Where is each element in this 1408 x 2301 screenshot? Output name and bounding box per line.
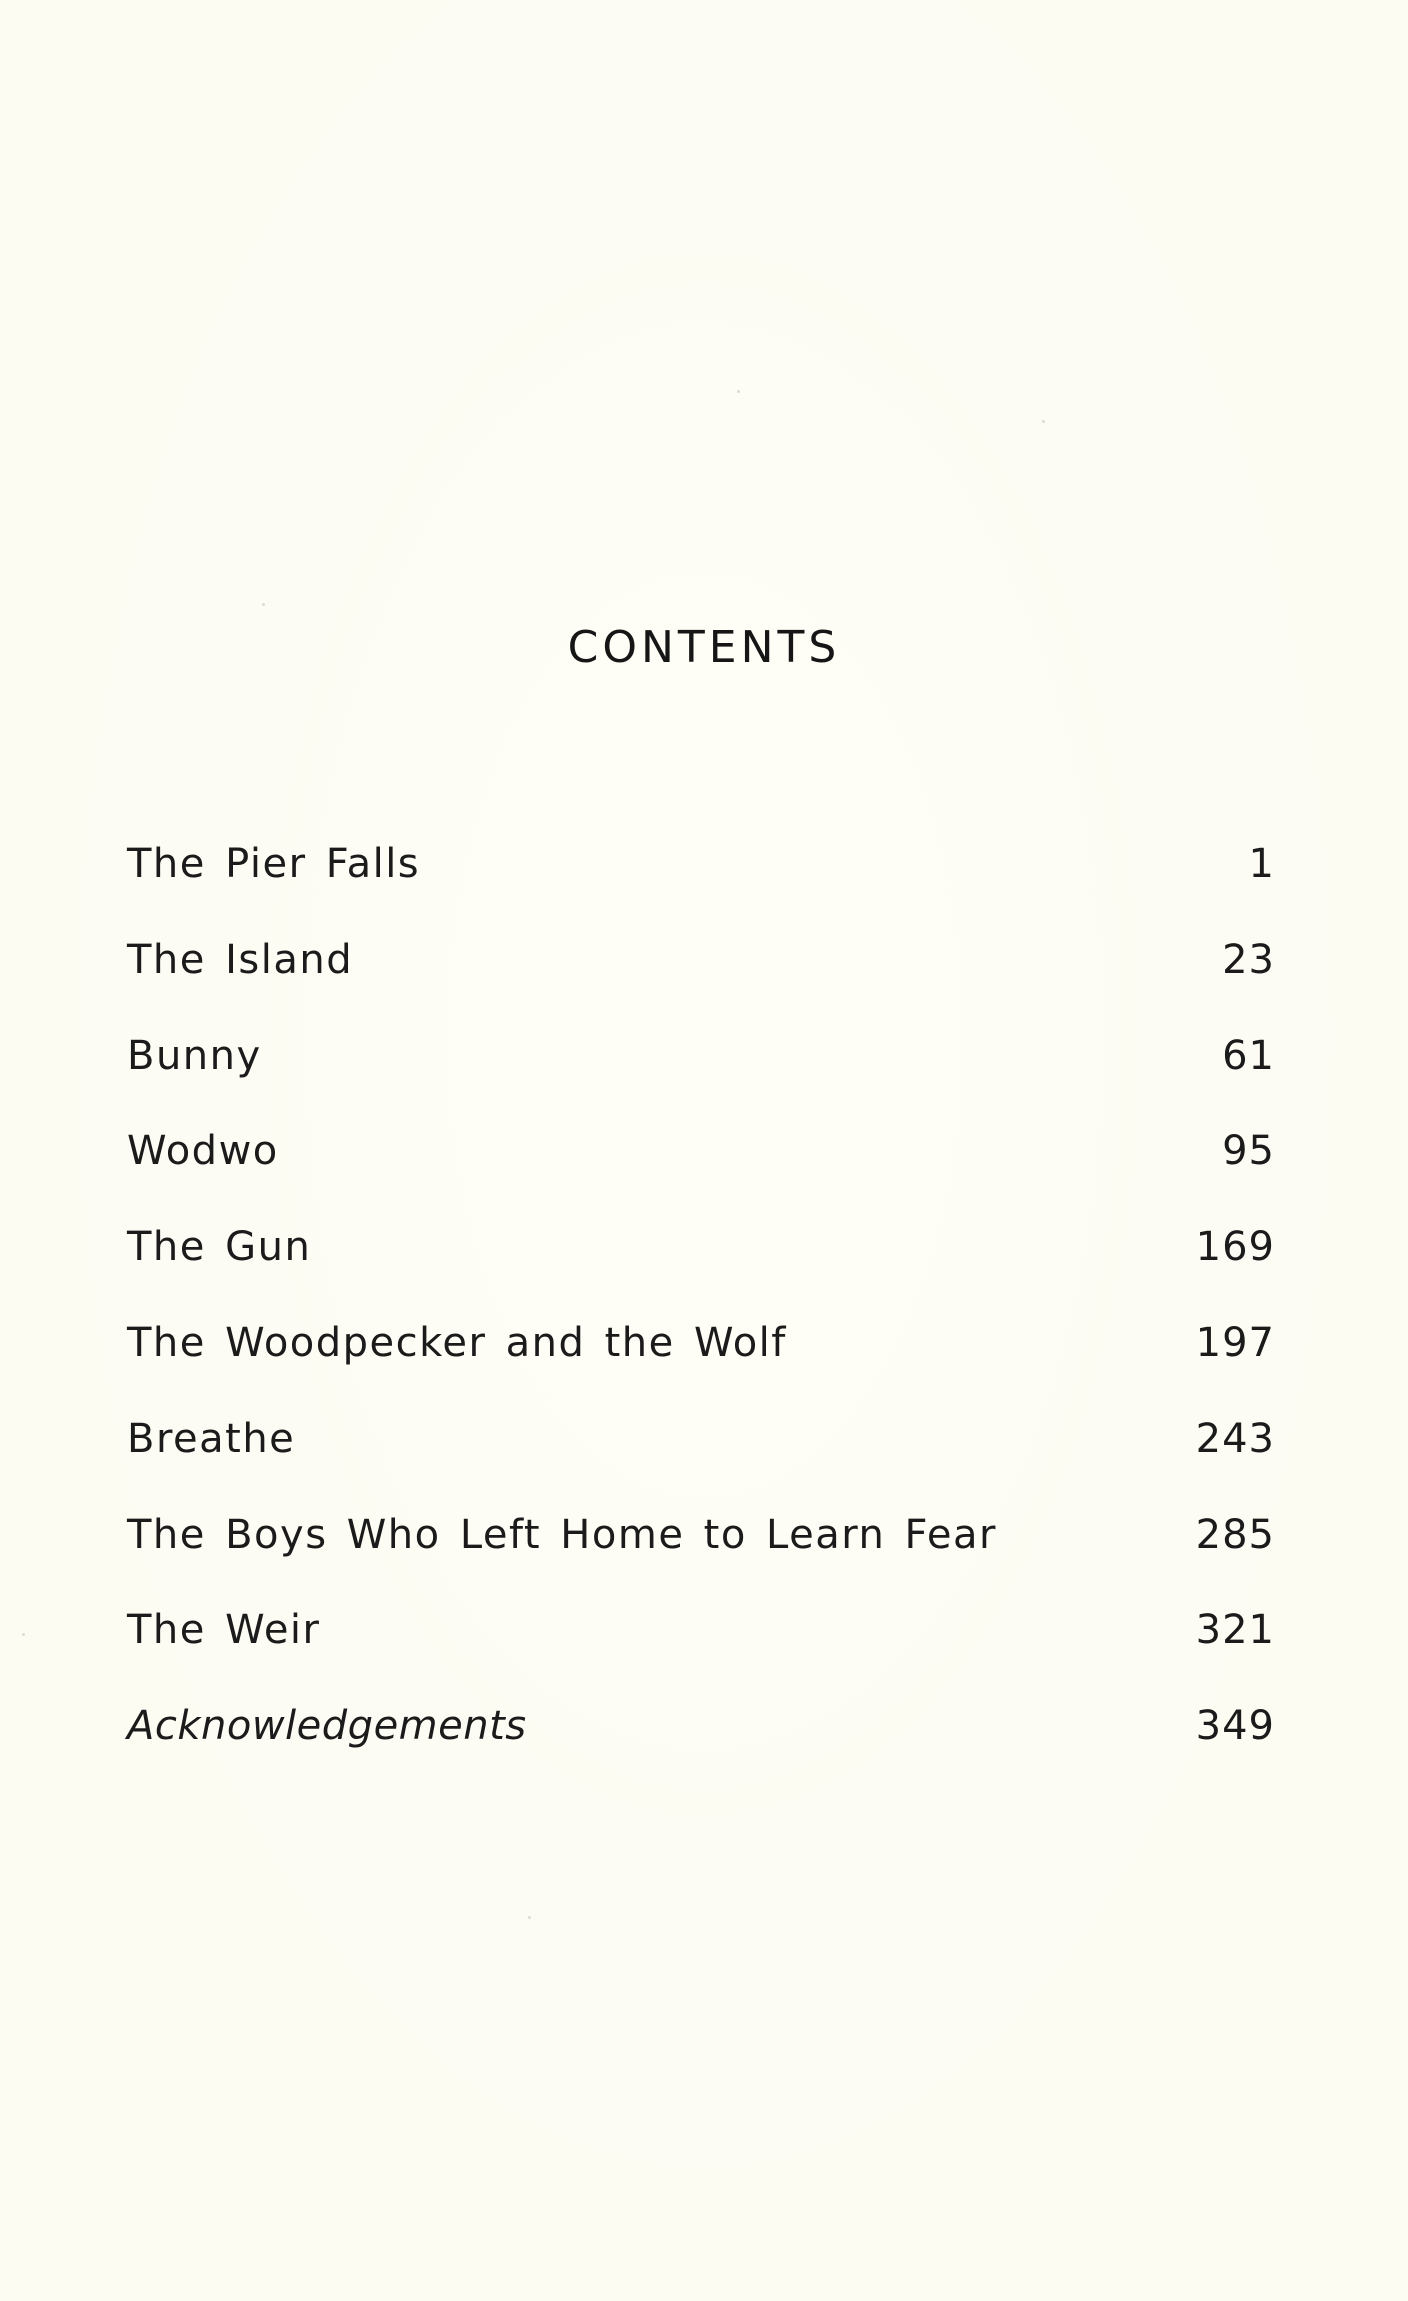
toc-entry-page: 169 <box>1195 1224 1275 1271</box>
toc-entry-acknowledgements <box>127 1698 1275 1794</box>
toc-entry-page: 349 <box>1195 1703 1275 1750</box>
toc-entry-title: Breathe <box>127 1415 296 1462</box>
toc-entry <box>127 1315 1275 1411</box>
toc-entry <box>127 932 1275 1028</box>
contents-heading: CONTENTS <box>567 622 841 673</box>
toc-entry-title: The Gun <box>127 1224 312 1271</box>
paper-speck <box>22 1633 25 1636</box>
toc-entry-title: The Woodpecker and the Wolf <box>127 1319 787 1366</box>
toc-entry-page: 23 <box>1222 936 1275 983</box>
toc-entry-page: 1 <box>1248 841 1275 887</box>
toc-entry <box>127 836 1275 932</box>
toc-entry <box>127 1507 1275 1603</box>
toc-entry <box>127 1219 1275 1315</box>
toc-entry-page: 95 <box>1222 1128 1275 1175</box>
table-of-contents <box>127 836 1275 1794</box>
paper-speck <box>737 390 740 393</box>
toc-entry <box>127 1123 1275 1219</box>
toc-entry <box>127 1602 1275 1698</box>
toc-entry-title: The Weir <box>127 1607 321 1654</box>
toc-entry-page: 197 <box>1195 1319 1275 1366</box>
toc-entry-title: The Island <box>127 936 354 983</box>
toc-entry-page: 243 <box>1195 1415 1275 1462</box>
toc-entry-page: 285 <box>1195 1511 1275 1558</box>
paper-speck <box>1042 420 1045 423</box>
toc-entry-title: The Boys Who Left Home to Learn Fear <box>127 1511 997 1558</box>
toc-entry <box>127 1028 1275 1124</box>
toc-entry-title: Acknowledgements <box>127 1703 527 1750</box>
paper-speck <box>528 1916 531 1919</box>
toc-entry-title: Wodwo <box>127 1128 279 1175</box>
paper-speck <box>262 603 265 606</box>
toc-entry-title: Bunny <box>127 1032 262 1079</box>
toc-entry-title: The Pier Falls <box>127 841 421 887</box>
toc-entry <box>127 1411 1275 1507</box>
toc-entry-page: 321 <box>1195 1607 1275 1654</box>
toc-entry-page: 61 <box>1222 1032 1275 1079</box>
